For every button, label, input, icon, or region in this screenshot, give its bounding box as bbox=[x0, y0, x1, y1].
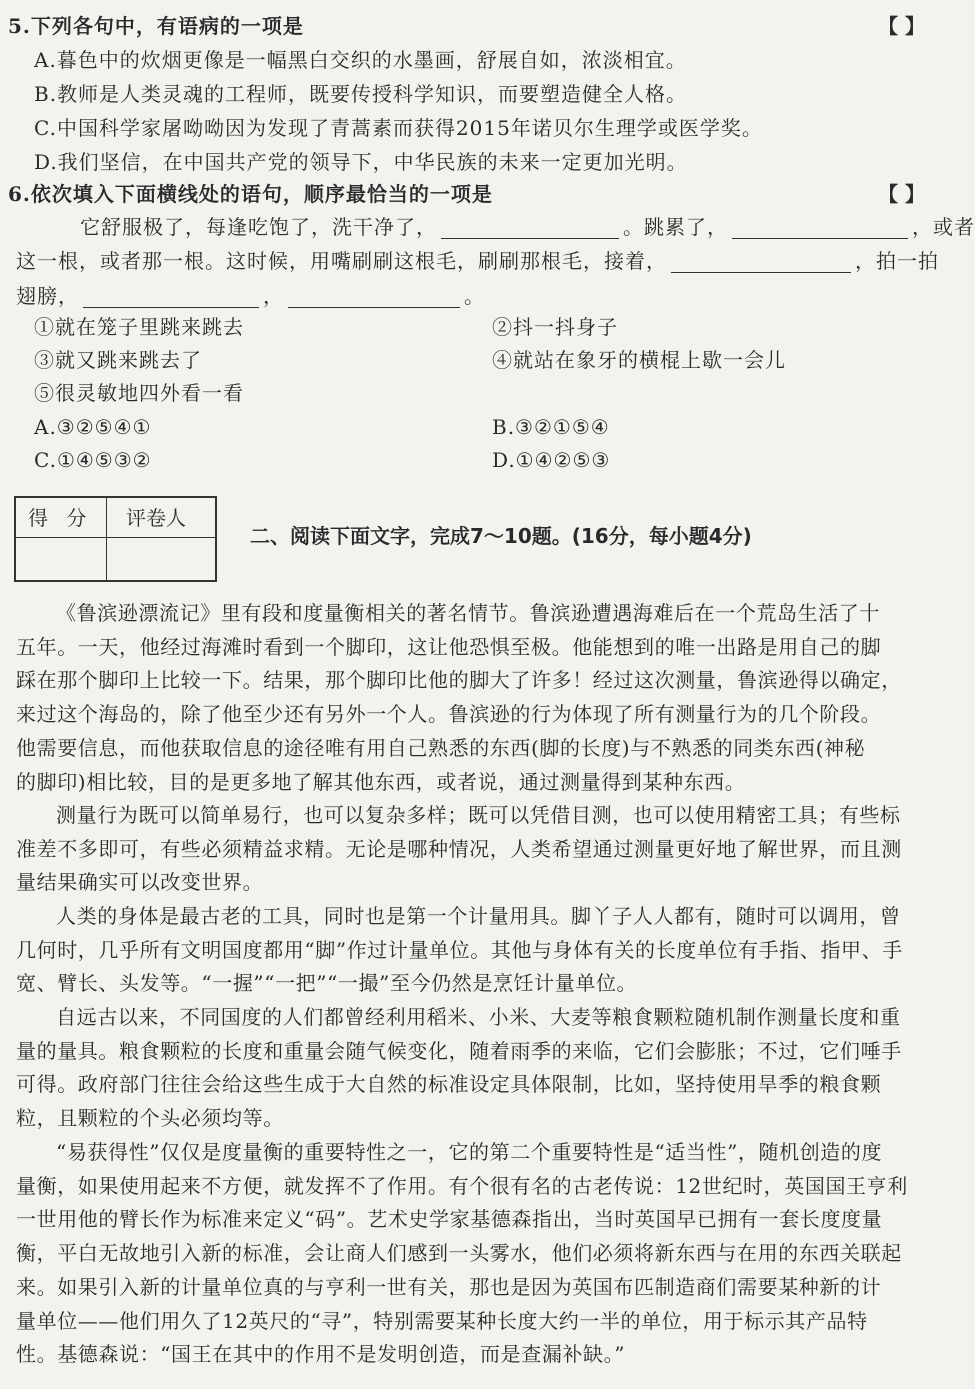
q6-text-2b: ，拍一拍 bbox=[855, 249, 939, 273]
score-table-divider bbox=[106, 498, 107, 580]
q5-stem: 5.下列各句中，有语病的一项是 bbox=[8, 14, 304, 38]
q6-passage-line-2 bbox=[16, 249, 939, 273]
q6-item-5: ⑤很灵敏地四外看一看 bbox=[34, 381, 244, 405]
q6-blank-3 bbox=[671, 252, 851, 273]
section-2-title: 二、阅读下面文字，完成7～10题。(16分，每小题4分) bbox=[250, 524, 752, 548]
q6-blank-5 bbox=[288, 287, 460, 308]
grader-label: 评卷人 bbox=[126, 506, 186, 530]
passage-line: 来。如果引入新的计量单位真的与亨利一世有关，那也是因为英国布匹制造商们需要某种新的计 bbox=[16, 1274, 882, 1299]
passage-line: 可得。政府部门往往会给这些生成于大自然的标准设定具体限制，比如，坚持使用旱季的粮食颗 bbox=[16, 1072, 882, 1097]
passage-line: 量的量具。粮食颗粒的长度和重量会随气候变化，随着雨季的来临，它们会膨胀；不过，它们唾手 bbox=[16, 1038, 902, 1063]
passage-paragraph-3 bbox=[16, 900, 948, 1001]
q6-item-4: ④就站在象牙的横棍上歇一会儿 bbox=[492, 348, 786, 372]
score-label: 得 分 bbox=[28, 506, 93, 530]
q6-text-2a: 这一根，或者那一根。这时候，用嘴刷刷这根毛，刷刷那根毛，接着， bbox=[16, 249, 667, 273]
q6-stem: 6.依次填入下面横线处的语句，顺序最恰当的一项是 bbox=[8, 182, 493, 206]
q6-item-3: ③就又跳来跳去了 bbox=[34, 348, 202, 372]
q6-blank-1 bbox=[441, 218, 619, 239]
passage-line: 来过这个海岛的，除了他至少还有另外一个人。鲁滨逊的行为体现了所有测量行为的几个阶段。 bbox=[16, 702, 882, 727]
passage-line: 《鲁滨逊漂流记》里有段和度量衡相关的著名情节。鲁滨逊遭遇海难后在一个荒岛生活了十 bbox=[56, 601, 880, 625]
grader-input-cell[interactable] bbox=[108, 539, 215, 580]
passage-line: 宽、臂长、头发等。“一握”“一把”“一撮”至今仍然是烹饪计量单位。 bbox=[16, 971, 638, 996]
passage-line: 性。基德森说：“国王在其中的作用不是发明创造，而是查漏补缺。” bbox=[16, 1342, 626, 1367]
q6-text-3c: 。 bbox=[464, 284, 485, 308]
score-table bbox=[14, 496, 217, 582]
q6-item-1: ①就在笼子里跳来跳去 bbox=[34, 315, 244, 339]
q6-item-2: ②抖一抖身子 bbox=[492, 315, 618, 339]
passage-line: 一世用他的臂长作为标准来定义“码”。艺术史学家基德森指出，当时英国早已拥有一套长度度量 bbox=[16, 1207, 883, 1232]
passage-line: 人类的身体是最古老的工具，同时也是第一个计量用具。脚丫子人人都有，随时可以调用，曾 bbox=[56, 904, 901, 928]
q6-text-3b: ， bbox=[263, 284, 284, 308]
q6-option-c: C.①④⑤③② bbox=[34, 448, 152, 472]
passage-line: 踩在那个脚印上比较一下。结果，那个脚印比他的脚大了许多！经过这次测量，鲁滨逊得以确定， bbox=[16, 668, 902, 693]
q6-answer-bracket: 【 】 bbox=[878, 182, 925, 206]
q6-text-1a: 它舒服极了，每逢吃饱了，洗干净了， bbox=[80, 215, 437, 239]
passage-line: 量结果确实可以改变世界。 bbox=[16, 870, 264, 895]
q6-text-3a: 翅膀， bbox=[16, 284, 79, 308]
passage-line: 粒，且颗粒的个头必须均等。 bbox=[16, 1106, 284, 1131]
q6-blank-2 bbox=[732, 218, 908, 239]
passage-line: 准差不多即可，有些必须精益求精。无论是哪种情况，人类希望通过测量更好地了解世界，而且测 bbox=[16, 836, 902, 861]
passage-paragraph-4 bbox=[16, 1001, 948, 1136]
passage-line: 衡，平白无故地引入新的标准，会让商人们感到一头雾水，他们必须将新东西与在用的东西关联起 bbox=[16, 1241, 902, 1266]
passage-line: 量单位——他们用久了12英尺的“寻”，特别需要某种长度大约一半的单位，用于标示其产品特 bbox=[16, 1308, 868, 1333]
q6-option-d: D.①④②⑤③ bbox=[492, 448, 611, 472]
score-input-cell[interactable] bbox=[16, 539, 106, 580]
passage-paragraph-2 bbox=[16, 799, 948, 900]
passage-line: 五年。一天，他经过海滩时看到一个脚印，这让他恐惧至极。他能想到的唯一出路是用自己的脚 bbox=[16, 634, 882, 659]
q6-blank-4 bbox=[83, 287, 259, 308]
q6-option-b: B.③②①⑤④ bbox=[492, 415, 610, 439]
q5-answer-bracket: 【 】 bbox=[878, 14, 925, 38]
passage-line: 他需要信息，而他获取信息的途径唯有用自己熟悉的东西(脚的长度)与不熟悉的同类东西(神秘 bbox=[16, 735, 866, 760]
passage-line: 量衡，如果使用起来不方便，就发挥不了作用。有个很有名的古老传说：12世纪时，英国国王亨利 bbox=[16, 1173, 908, 1198]
q5-option-a: A.暮色中的炊烟更像是一幅黑白交织的水墨画，舒展自如，浓淡相宜。 bbox=[34, 48, 687, 72]
passage-paragraph-1 bbox=[16, 597, 948, 799]
q6-passage-line-1 bbox=[80, 215, 975, 239]
passage-line: 自远古以来，不同国度的人们都曾经利用稻米、小米、大麦等粮食颗粒随机制作测量长度和重 bbox=[56, 1005, 901, 1029]
passage-line: 几何时，几乎所有文明国度都用“脚”作过计量单位。其他与身体有关的长度单位有手指、指甲、手 bbox=[16, 937, 903, 962]
passage-line: “易获得性”仅仅是度量衡的重要特性之一，它的第二个重要特性是“适当性”，随机创造的度 bbox=[56, 1140, 883, 1164]
q6-text-1c: ，或者 bbox=[912, 215, 975, 239]
q5-option-c: C.中国科学家屠呦呦因为发现了青蒿素而获得2015年诺贝尔生理学或医学奖。 bbox=[34, 116, 763, 140]
passage-paragraph-5 bbox=[16, 1136, 948, 1372]
passage-line: 测量行为既可以简单易行，也可以复杂多样；既可以凭借目测，也可以使用精密工具；有些标 bbox=[56, 803, 901, 827]
q6-passage-line-3 bbox=[16, 284, 485, 308]
q6-text-1b: 。跳累了， bbox=[623, 215, 728, 239]
q5-option-d: D.我们坚信，在中国共产党的领导下，中华民族的未来一定更加光明。 bbox=[34, 150, 688, 174]
passage-line: 的脚印)相比较，目的是更多地了解其他东西，或者说，通过测量得到某种东西。 bbox=[16, 769, 746, 794]
q5-option-b: B.教师是人类灵魂的工程师，既要传授科学知识，而要塑造健全人格。 bbox=[34, 82, 688, 106]
q6-option-a: A.③②⑤④① bbox=[34, 415, 152, 439]
